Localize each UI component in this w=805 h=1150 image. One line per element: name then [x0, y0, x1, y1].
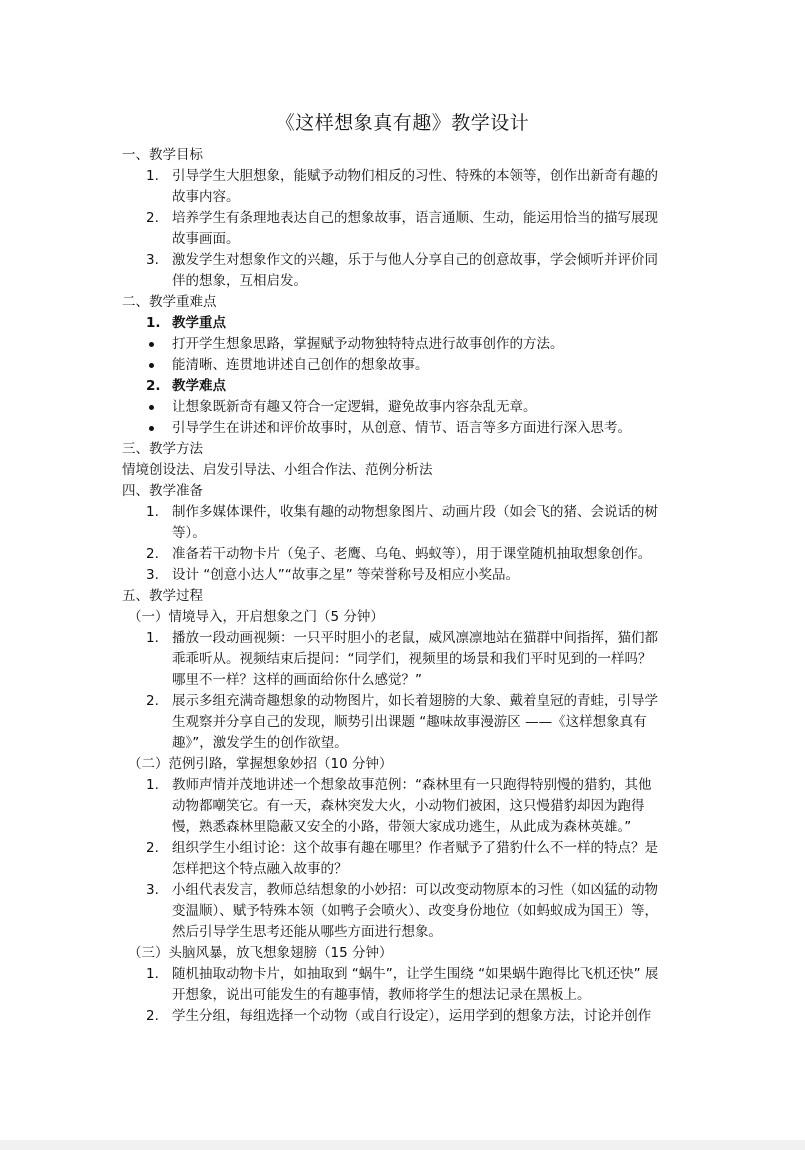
list-item-text: [172, 250, 692, 292]
list-item-line: 准备若干动物卡片（兔子、老鹰、乌龟、蚂蚁等），用于课堂随机抽取想象创作。: [172, 546, 652, 562]
list-item-line: 培养学生有条理地表达自己的想象故事，语言通顺、生动，能运用恰当的描写展现: [172, 210, 658, 226]
list-item-line: 故事画面。: [172, 231, 240, 247]
process-part3-list: [122, 964, 692, 1027]
list-item-line: 小组代表发言，教师总结想象的小妙招：可以改变动物原本的习性（如凶猛的动物: [172, 882, 658, 898]
list-item-line: 开想象，说出可能发生的有趣事情，教师将学生的想法记录在黑板上。: [172, 987, 591, 1003]
list-item-line: 生观察并分享自己的发现，顺势引出课题 “趣味故事漫游区 ——《这样想象真有: [172, 714, 647, 730]
section-heading-goals: 一、教学目标: [122, 147, 203, 163]
list-item-line: 随机抽取动物卡片，如抽取到 “蜗牛”，让学生围绕 “如果蜗牛跑得比飞机还快” 展: [172, 966, 659, 982]
list-item-line: 动物都嘲笑它。有一天，森林突发大火，小动物们被困，这只慢猎豹却因为跑得: [172, 798, 645, 814]
list-item-line: 故事内容。: [172, 189, 240, 205]
list-item-text: [172, 565, 692, 586]
list-item-line: 学生分组，每组选择一个动物（或自行设定），运用学到的想象方法，讨论并创作: [172, 1008, 652, 1024]
list-item: [122, 544, 692, 565]
list-item-number: 3.: [146, 882, 159, 898]
list-item-text: [172, 502, 692, 544]
process-part1-list: [122, 628, 692, 754]
key-point-number: 1.: [146, 315, 161, 331]
document-title: 《这样想象真有趣》教学设计: [275, 112, 530, 134]
list-item-line: 然后引导学生思考还能从哪些方面进行想象。: [172, 924, 442, 940]
list-item-number: 1.: [146, 630, 159, 646]
list-item-number: 2.: [146, 840, 159, 856]
bullet-dot-icon: [149, 342, 154, 347]
bullet-item: [122, 334, 692, 355]
list-item-line: 设计 “创意小达人”“故事之星” 等荣誉称号及相应小奖品。: [172, 567, 520, 583]
process-part2-list: [122, 775, 692, 943]
list-item: [122, 250, 692, 292]
list-item: [122, 166, 692, 208]
list-item-number: 3.: [146, 252, 159, 268]
difficult-point-label: 教学难点: [172, 378, 226, 394]
section-heading-methods: 三、教学方法: [122, 441, 203, 457]
bullet-dot-icon: [149, 426, 154, 431]
methods-text: 情境创设法、启发引导法、小组合作法、范例分析法: [122, 462, 433, 478]
list-item: [122, 502, 692, 544]
bullet-text: 引导学生在讲述和评价故事时，从创意、情节、语言等多方面进行深入思考。: [172, 420, 631, 436]
bullet-item: [122, 397, 692, 418]
list-item: [122, 775, 692, 838]
key-point-bullets: [122, 334, 692, 376]
list-item-text: [172, 964, 692, 1006]
list-item: [122, 208, 692, 250]
bullet-dot-icon: [149, 363, 154, 368]
list-item-text: [172, 544, 692, 565]
list-item-line: 引导学生大胆想象，能赋予动物们相反的习性、特殊的本领等，创作出新奇有趣的: [172, 168, 658, 184]
list-item-text: [172, 838, 692, 880]
list-item-line: 乖乖听从。视频结束后提问：“同学们，视频里的场景和我们平时见到的一样吗？: [172, 651, 652, 667]
list-item-text: [172, 775, 692, 838]
list-item: [122, 565, 692, 586]
list-item-line: 变温顺）、赋予特殊本领（如鸭子会喷火）、改变身份地位（如蚂蚁成为国王）等，: [172, 903, 658, 919]
bullet-text: 能清晰、连贯地讲述自己创作的想象故事。: [172, 357, 429, 373]
process-part2-heading: （二）范例引路，掌握想象妙招（10 分钟）: [128, 756, 393, 772]
section-heading-key-points: 二、教学重难点: [122, 294, 217, 310]
list-item: [122, 880, 692, 943]
list-item-line: 展示多组充满奇趣想象的动物图片，如长着翅膀的大象、戴着皇冠的青蛙，引导学: [172, 693, 658, 709]
process-part1-heading: （一）情境导入，开启想象之门（5 分钟）: [128, 609, 384, 625]
bullet-item: [122, 418, 692, 439]
list-item-number: 1.: [146, 966, 159, 982]
list-item-line: 怎样把这个特点融入故事的？: [172, 861, 348, 877]
list-item-line: 组织学生小组讨论：这个故事有趣在哪里？作者赋予了猎豹什么不一样的特点？是: [172, 840, 658, 856]
process-part3-heading: （三）头脑风暴，放飞想象翅膀（15 分钟）: [128, 945, 393, 961]
list-item-number: 3.: [146, 567, 159, 583]
list-item-text: [172, 208, 692, 250]
list-item: [122, 691, 692, 754]
list-item-text: [172, 691, 692, 754]
list-item-text: [172, 628, 692, 691]
list-item: [122, 628, 692, 691]
list-item: [122, 964, 692, 1006]
goals-list: [122, 166, 692, 292]
list-item: [122, 1006, 692, 1027]
section-heading-process: 五、教学过程: [122, 588, 203, 604]
list-item-line: 制作多媒体课件，收集有趣的动物想象图片、动画片段（如会飞的猪、会说话的树: [172, 504, 658, 520]
list-item-line: 趣》”，激发学生的创作欲望。: [172, 735, 348, 751]
list-item-number: 2.: [146, 546, 159, 562]
bullet-dot-icon: [149, 405, 154, 410]
list-item-number: 2.: [146, 210, 159, 226]
list-item-text: [172, 1006, 692, 1027]
bullet-text: 打开学生想象思路，掌握赋予动物独特特点进行故事创作的方法。: [172, 336, 564, 352]
list-item-text: [172, 880, 692, 943]
list-item-number: 1.: [146, 777, 159, 793]
list-item: [122, 838, 692, 880]
section-heading-preparation: 四、教学准备: [122, 483, 203, 499]
list-item-line: 播放一段动画视频：一只平时胆小的老鼠，威风凛凛地站在猫群中间指挥，猫们都: [172, 630, 658, 646]
list-item-line: 激发学生对想象作文的兴趣，乐于与他人分享自己的创意故事，学会倾听并评价同: [172, 252, 658, 268]
bullet-text: 让想象既新奇有趣又符合一定逻辑，避免故事内容杂乱无章。: [172, 399, 537, 415]
document-body: [122, 145, 692, 1027]
preparation-list: [122, 502, 692, 586]
list-item-number: 2.: [146, 693, 159, 709]
list-item-line: 等）。: [172, 525, 206, 541]
list-item-line: 慢，熟悉森林里隐蔽又安全的小路，带领大家成功逃生，从此成为森林英雄。”: [172, 819, 632, 835]
list-item-number: 2.: [146, 1008, 159, 1024]
list-item-text: [172, 166, 692, 208]
list-item-number: 1.: [146, 168, 159, 184]
difficult-point-number: 2.: [146, 378, 161, 394]
list-item-number: 1.: [146, 504, 159, 520]
key-point-label: 教学重点: [172, 315, 226, 331]
difficult-point-bullets: [122, 397, 692, 439]
list-item-line: 哪里不一样？这样的画面给你什么感觉？”: [172, 672, 422, 688]
key-point-heading: [122, 313, 692, 334]
bullet-item: [122, 355, 692, 376]
list-item-line: 教师声情并茂地讲述一个想象故事范例：“森林里有一只跑得特别慢的猎豹，其他: [172, 777, 652, 793]
list-item-line: 伴的想象，互相启发。: [172, 273, 307, 289]
difficult-point-heading: [122, 376, 692, 397]
